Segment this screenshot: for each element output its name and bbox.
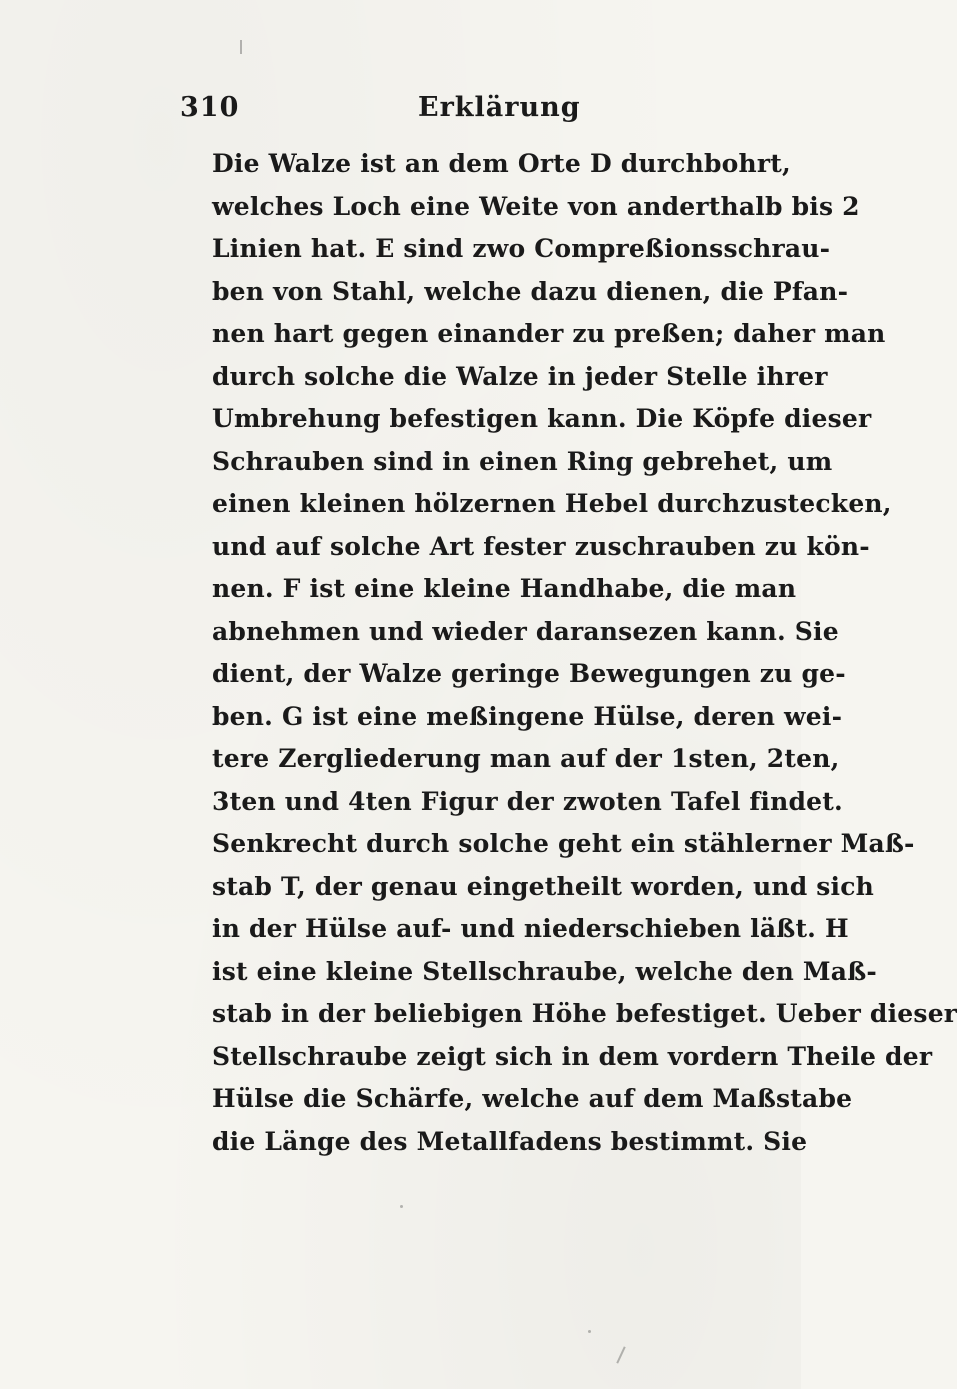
text-line: 3ten und 4ten Figur der zwoten Tafel findet.	[212, 786, 843, 816]
scan-artifact	[400, 1205, 403, 1208]
text-line: Die Walze ist an dem Orte D durchbohrt,	[212, 149, 791, 178]
text-line: Linien hat. E sind zwo Compreßionsschrau-	[212, 234, 831, 263]
text-line: durch solche die Walze in jeder Stelle ihrer	[212, 361, 828, 391]
text-line: stab in der beliebigen Höhe befestiget. Ueber dieser	[212, 999, 957, 1028]
text-line: Hülse die Schärfe, welche auf dem Maßstabe	[212, 1084, 853, 1113]
text-line: abnehmen und wieder daransezen kann. Sie	[212, 616, 839, 646]
scan-artifact	[616, 1346, 625, 1363]
text-line: tere Zergliederung man auf der 1sten, 2ten,	[212, 744, 840, 773]
page-header	[180, 92, 740, 132]
text-line: die Länge des Metallfadens bestimmt. Sie	[212, 1126, 808, 1156]
text-line: stab T, der genau eingetheilt worden, und sich	[212, 871, 875, 901]
text-line: ist eine kleine Stellschraube, welche den Maß-	[212, 956, 877, 986]
text-line: ben von Stahl, welche dazu dienen, die Pfan-	[212, 276, 849, 306]
text-line: welches Loch eine Weite von anderthalb bis 2	[212, 191, 860, 221]
text-line: Schrauben sind in einen Ring gebrehet, um	[212, 446, 833, 476]
scan-artifact	[240, 40, 242, 54]
running-head: Erklärung	[418, 92, 581, 123]
text-line: nen hart gegen einander zu preßen; daher man	[212, 319, 886, 348]
text-line: ben. G ist eine meßingene Hülse, deren wei-	[212, 701, 843, 731]
text-line: nen. F ist eine kleine Handhabe, die man	[212, 574, 797, 603]
text-line: dient, der Walze geringe Bewegungen zu ge-	[212, 659, 846, 688]
text-line: in der Hülse auf- und niederschieben läßt. H	[212, 914, 849, 943]
text-line: Umbrehung befestigen kann. Die Köpfe dieser	[212, 404, 872, 433]
text-line: Senkrecht durch solche geht ein stählerner Maß-	[212, 829, 915, 858]
page-number: 310	[180, 92, 240, 123]
text-line: Stellschraube zeigt sich in dem vordern Theile der	[212, 1041, 933, 1071]
body-text	[212, 143, 957, 1163]
text-line: und auf solche Art fester zuschrauben zu kön-	[212, 531, 870, 561]
scan-artifact	[588, 1330, 591, 1333]
text-line: einen kleinen hölzernen Hebel durchzustecken,	[212, 489, 892, 518]
